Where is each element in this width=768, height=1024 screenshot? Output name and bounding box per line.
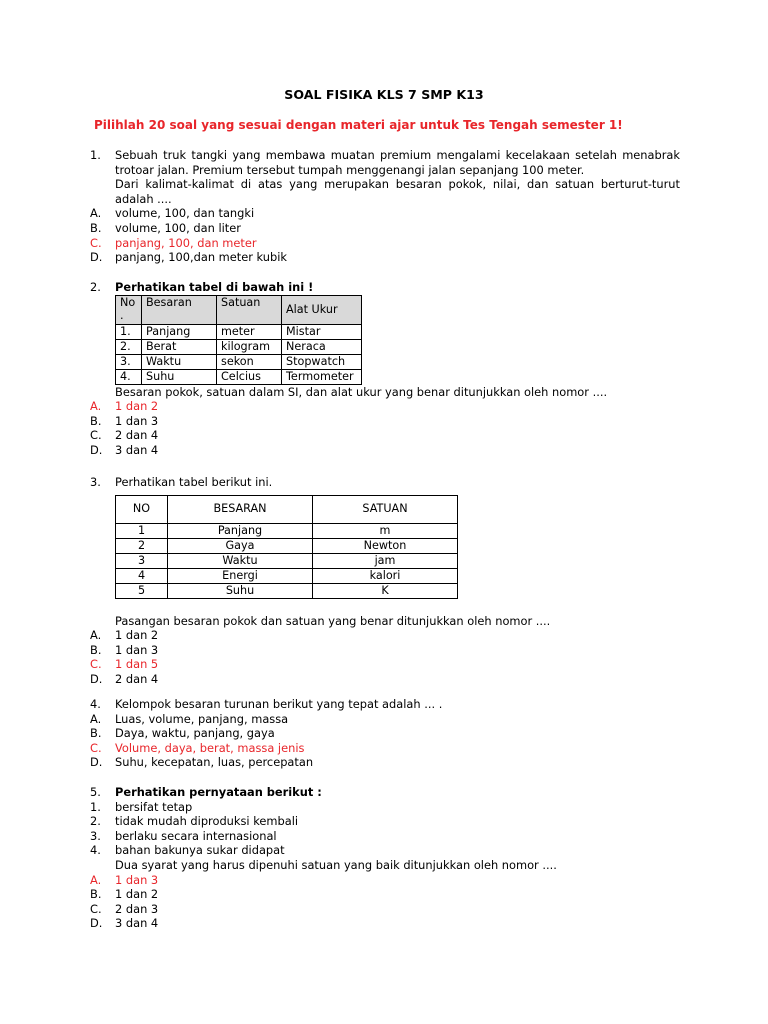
option-b bbox=[90, 643, 680, 658]
option-a-answer bbox=[90, 873, 680, 888]
option-b bbox=[90, 887, 680, 902]
table-row bbox=[116, 354, 362, 369]
page-title: SOAL FISIKA KLS 7 SMP K13 bbox=[284, 87, 484, 102]
option-letter: A. bbox=[90, 711, 102, 726]
table-cell: 1 bbox=[116, 523, 168, 538]
question-1-stem bbox=[90, 148, 680, 206]
table-header: Besaran bbox=[142, 295, 217, 324]
question-3-question: Pasangan besaran pokok dan satuan yang benar ditunjukkan oleh nomor .... bbox=[115, 613, 551, 628]
option-text: 1 dan 2 bbox=[115, 399, 159, 414]
option-c-answer bbox=[90, 236, 680, 251]
option-a-answer bbox=[90, 399, 680, 414]
statement-number: 1. bbox=[90, 799, 101, 814]
option-b bbox=[90, 221, 680, 236]
option-letter: D. bbox=[90, 442, 103, 457]
option-text: 1 dan 3 bbox=[115, 413, 159, 428]
option-letter: C. bbox=[90, 235, 102, 250]
table-besaran-alat-ukur bbox=[115, 295, 362, 385]
option-text: Luas, volume, panjang, massa bbox=[115, 711, 289, 726]
table-row bbox=[116, 369, 362, 384]
question-2-text: Perhatikan tabel di bawah ini ! bbox=[115, 280, 314, 294]
instruction: Pilihlah 20 soal yang sesuai dengan materi ajar untuk Tes Tengah semester 1! bbox=[94, 118, 623, 132]
option-b bbox=[90, 726, 680, 741]
option-letter: C. bbox=[90, 901, 102, 916]
question-number: 5. bbox=[90, 785, 101, 799]
question-5 bbox=[90, 785, 680, 931]
option-text: 3 dan 4 bbox=[115, 916, 159, 931]
option-text: 1 dan 3 bbox=[115, 642, 159, 657]
question-4-text: Kelompok besaran turunan berikut yang tepat adalah ... . bbox=[115, 697, 443, 711]
option-text: volume, 100, dan liter bbox=[115, 220, 241, 235]
statement-number: 3. bbox=[90, 828, 101, 843]
table-row bbox=[116, 568, 458, 583]
table-cell: Waktu bbox=[168, 553, 313, 568]
option-letter: D. bbox=[90, 250, 103, 265]
option-d bbox=[90, 443, 680, 458]
option-c-answer bbox=[90, 657, 680, 672]
question-4 bbox=[90, 697, 680, 770]
option-letter: C. bbox=[90, 740, 102, 755]
statement-text: bersifat tetap bbox=[115, 799, 193, 814]
question-number: 1. bbox=[90, 148, 101, 162]
table-row bbox=[116, 553, 458, 568]
option-text: 2 dan 4 bbox=[115, 428, 159, 443]
table-cell: jam bbox=[313, 553, 458, 568]
option-text: 1 dan 2 bbox=[115, 628, 159, 643]
question-2-stem bbox=[90, 280, 680, 295]
table-cell: 4. bbox=[116, 369, 142, 384]
question-1-text-1: Sebuah truk tangki yang membawa muatan premium mengalami kecelakaan setelah menabrak trotoar jalan. Premium tersebut tumpah menggenangi jalan sepanjang 100 meter. bbox=[115, 148, 680, 177]
question-1-text-2: Dari kalimat-kalimat di atas yang merupakan besaran pokok, nilai, dan satuan berturut-turut adalah .... bbox=[115, 177, 680, 206]
question-2 bbox=[90, 280, 680, 458]
table-row bbox=[116, 583, 458, 598]
table-cell: Termometer bbox=[282, 369, 362, 384]
option-text: 3 dan 4 bbox=[115, 442, 159, 457]
question-3-text: Perhatikan tabel berikut ini. bbox=[115, 475, 273, 489]
table-cell: 2. bbox=[116, 339, 142, 354]
statement-text: tidak mudah diproduksi kembali bbox=[115, 814, 299, 829]
option-letter: D. bbox=[90, 916, 103, 931]
table-header: Alat Ukur bbox=[282, 295, 362, 324]
table-cell: kalori bbox=[313, 568, 458, 583]
option-text: 2 dan 4 bbox=[115, 671, 159, 686]
table-cell: kilogram bbox=[217, 339, 282, 354]
option-letter: C. bbox=[90, 657, 102, 672]
question-number: 3. bbox=[90, 475, 101, 489]
question-number: 4. bbox=[90, 697, 101, 711]
question-3 bbox=[90, 475, 680, 687]
question-3-stem bbox=[90, 475, 680, 490]
statement-text: bahan bakunya sukar didapat bbox=[115, 843, 285, 858]
option-text: Volume, daya, berat, massa jenis bbox=[115, 740, 305, 755]
statement-text: berlaku secara internasional bbox=[115, 828, 277, 843]
table-header: NO bbox=[116, 495, 168, 523]
table-cell: meter bbox=[217, 324, 282, 339]
question-4-stem bbox=[90, 697, 680, 712]
option-text: 1 dan 5 bbox=[115, 657, 159, 672]
table-cell: Berat bbox=[142, 339, 217, 354]
option-b bbox=[90, 414, 680, 429]
option-text: volume, 100, dan tangki bbox=[115, 206, 255, 221]
question-5-text: Perhatikan pernyataan berikut : bbox=[115, 785, 322, 799]
statement-item bbox=[90, 800, 680, 815]
option-text: 1 dan 2 bbox=[115, 887, 159, 902]
question-2-question: Besaran pokok, satuan dalam SI, dan alat ukur yang benar ditunjukkan oleh nomor .... bbox=[115, 384, 608, 399]
option-a bbox=[90, 712, 680, 727]
option-letter: B. bbox=[90, 726, 102, 741]
statement-item bbox=[90, 814, 680, 829]
option-text: panjang, 100, dan meter bbox=[115, 235, 257, 250]
option-letter: A. bbox=[90, 206, 102, 221]
question-5-stem bbox=[90, 785, 680, 800]
table-cell: Panjang bbox=[142, 324, 217, 339]
statement-number: 2. bbox=[90, 814, 101, 829]
option-letter: D. bbox=[90, 671, 103, 686]
option-text: Suhu, kecepatan, luas, percepatan bbox=[115, 755, 314, 770]
option-letter: A. bbox=[90, 872, 102, 887]
option-letter: A. bbox=[90, 399, 102, 414]
option-letter: B. bbox=[90, 220, 102, 235]
table-cell: Neraca bbox=[282, 339, 362, 354]
option-a bbox=[90, 628, 680, 643]
option-letter: B. bbox=[90, 413, 102, 428]
option-d bbox=[90, 250, 680, 265]
table-header: No . bbox=[116, 295, 142, 324]
table-header: BESARAN bbox=[168, 495, 313, 523]
question-number: 2. bbox=[90, 280, 101, 294]
option-text: Daya, waktu, panjang, gaya bbox=[115, 726, 275, 741]
table-cell: 3. bbox=[116, 354, 142, 369]
option-text: panjang, 100,dan meter kubik bbox=[115, 250, 288, 265]
table-cell: Newton bbox=[313, 538, 458, 553]
table-cell: 2 bbox=[116, 538, 168, 553]
option-letter: B. bbox=[90, 642, 102, 657]
question-1 bbox=[90, 148, 680, 265]
table-cell: Celcius bbox=[217, 369, 282, 384]
table-cell: Panjang bbox=[168, 523, 313, 538]
table-cell: 5 bbox=[116, 583, 168, 598]
table-cell: Stopwatch bbox=[282, 354, 362, 369]
table-cell: 4 bbox=[116, 568, 168, 583]
option-c bbox=[90, 902, 680, 917]
question-5-question: Dua syarat yang harus dipenuhi satuan yang baik ditunjukkan oleh nomor .... bbox=[115, 857, 557, 872]
option-d bbox=[90, 755, 680, 770]
table-cell: Gaya bbox=[168, 538, 313, 553]
statement-item bbox=[90, 843, 680, 858]
option-letter: C. bbox=[90, 428, 102, 443]
table-cell: Energi bbox=[168, 568, 313, 583]
table-cell: K bbox=[313, 583, 458, 598]
table-header: Satuan bbox=[217, 295, 282, 324]
option-text: 2 dan 3 bbox=[115, 901, 159, 916]
table-row bbox=[116, 339, 362, 354]
statement-item bbox=[90, 829, 680, 844]
table-cell: Waktu bbox=[142, 354, 217, 369]
table-besaran-satuan bbox=[115, 495, 458, 599]
statement-number: 4. bbox=[90, 843, 101, 858]
table-cell: 1. bbox=[116, 324, 142, 339]
table-header: SATUAN bbox=[313, 495, 458, 523]
option-letter: B. bbox=[90, 887, 102, 902]
table-cell: m bbox=[313, 523, 458, 538]
table-cell: Suhu bbox=[168, 583, 313, 598]
table-cell: Suhu bbox=[142, 369, 217, 384]
table-cell: Mistar bbox=[282, 324, 362, 339]
option-text: 1 dan 3 bbox=[115, 872, 159, 887]
table-cell: 3 bbox=[116, 553, 168, 568]
option-d bbox=[90, 916, 680, 931]
option-letter: A. bbox=[90, 628, 102, 643]
option-d bbox=[90, 672, 680, 687]
option-c-answer bbox=[90, 741, 680, 756]
option-a bbox=[90, 206, 680, 221]
table-row bbox=[116, 324, 362, 339]
option-c bbox=[90, 428, 680, 443]
table-row bbox=[116, 523, 458, 538]
table-cell: sekon bbox=[217, 354, 282, 369]
option-letter: D. bbox=[90, 755, 103, 770]
table-row bbox=[116, 538, 458, 553]
